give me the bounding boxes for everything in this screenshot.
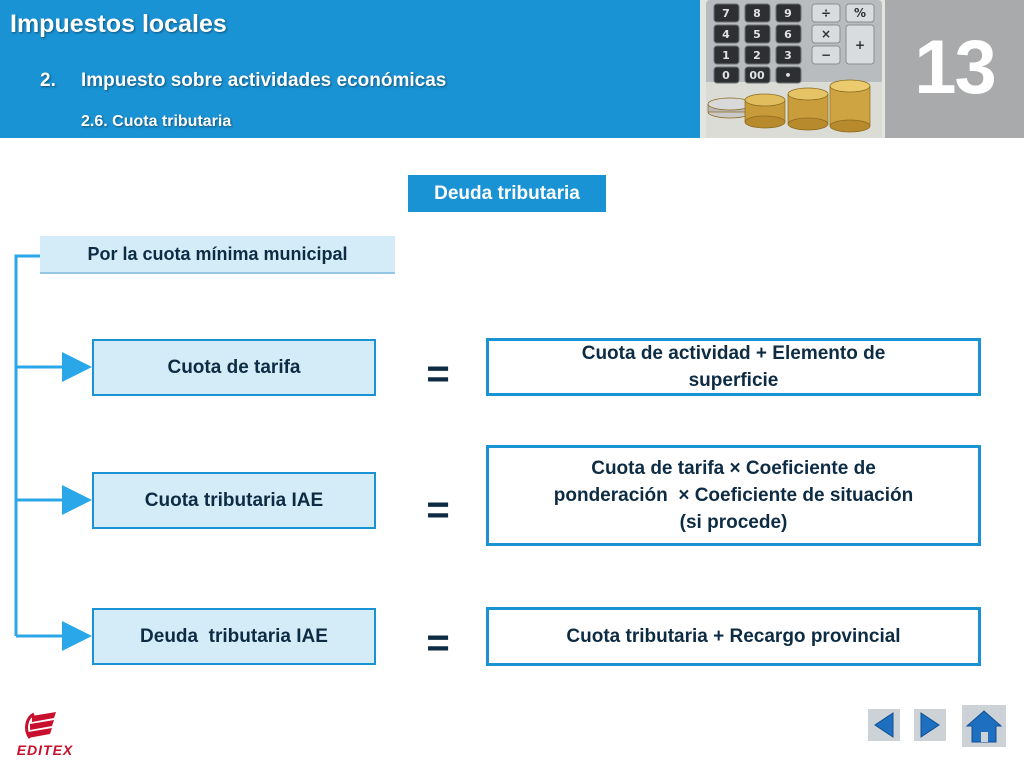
svg-text:3: 3 xyxy=(784,49,792,62)
svg-text:%: % xyxy=(853,6,867,20)
definition-line: superficie xyxy=(688,370,779,391)
brand-name: EDITEX xyxy=(16,742,74,758)
diagram-group-label: Por la cuota mínima municipal xyxy=(40,236,395,274)
editex-logo-icon xyxy=(10,710,80,742)
svg-text:+: + xyxy=(854,38,866,52)
svg-text:9: 9 xyxy=(784,7,792,20)
previous-arrow-icon xyxy=(871,711,897,739)
definition-box-deuda-tributaria-iae xyxy=(486,607,981,666)
definition-line: ponderación × Coeficiente de situación xyxy=(553,485,914,506)
svg-text:5: 5 xyxy=(753,28,761,41)
svg-text:÷: ÷ xyxy=(820,6,832,20)
svg-text:0: 0 xyxy=(722,69,730,82)
svg-text:6: 6 xyxy=(784,28,792,41)
diagram-root-label: Deuda tributaria xyxy=(408,175,606,212)
svg-text:7: 7 xyxy=(722,7,730,20)
previous-slide-button[interactable] xyxy=(868,709,900,741)
svg-text:−: − xyxy=(820,48,832,62)
svg-text:2: 2 xyxy=(753,49,761,62)
svg-text:•: • xyxy=(784,69,792,82)
definition-box-cuota-de-tarifa xyxy=(486,338,981,396)
next-slide-button[interactable] xyxy=(914,709,946,741)
page-title: Impuestos locales xyxy=(10,10,227,38)
svg-text:×: × xyxy=(820,27,832,41)
definition-text xyxy=(582,340,886,394)
connector-trunk xyxy=(16,256,40,636)
definition-line: (si procede) xyxy=(679,512,788,533)
term-box-cuota-tributaria-iae: Cuota tributaria IAE xyxy=(92,472,376,529)
definition-line: Cuota tributaria + Recargo provincial xyxy=(566,626,901,647)
definition-line: Cuota de tarifa × Coeficiente de xyxy=(591,458,876,479)
section-title: Impuesto sobre actividades económicas xyxy=(81,70,447,91)
svg-text:4: 4 xyxy=(722,28,730,41)
term-box-cuota-de-tarifa: Cuota de tarifa xyxy=(92,339,376,396)
svg-text:8: 8 xyxy=(753,7,761,20)
chapter-number: 13 xyxy=(914,25,995,110)
svg-text:00: 00 xyxy=(749,69,765,82)
equals-sign: = xyxy=(426,621,450,665)
section-number: 2. xyxy=(40,70,56,91)
term-box-deuda-tributaria-iae xyxy=(92,608,376,665)
next-arrow-icon xyxy=(917,711,943,739)
definition-line: Cuota de actividad + Elemento de xyxy=(581,343,886,364)
equals-sign: = xyxy=(426,488,450,532)
home-icon xyxy=(965,708,1003,744)
definition-text xyxy=(554,455,914,536)
term-label: Deuda tributaria IAE xyxy=(140,625,328,647)
definition-box-cuota-tributaria-iae xyxy=(486,445,981,546)
editex-logo xyxy=(10,710,80,762)
svg-text:1: 1 xyxy=(722,49,730,62)
home-button[interactable] xyxy=(962,705,1006,747)
equals-sign: = xyxy=(426,352,450,396)
subsection-title: 2.6. Cuota tributaria xyxy=(81,113,232,130)
